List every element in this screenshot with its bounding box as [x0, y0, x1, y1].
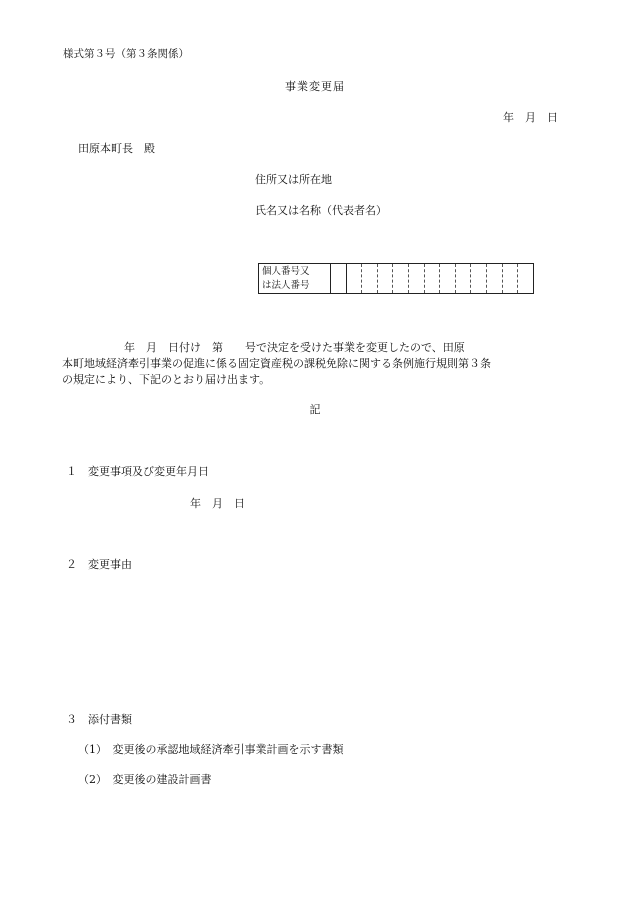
number-digit-cells[interactable] [331, 264, 533, 293]
change-date: 年 月 日 [190, 497, 245, 510]
digit-cell[interactable] [331, 264, 347, 293]
digit-cell[interactable] [393, 264, 409, 293]
ki-heading: 記 [309, 403, 321, 416]
number-box-label [259, 264, 331, 293]
digit-cell[interactable] [503, 264, 519, 293]
section-1-title: １ 変更事項及び変更年月日 [66, 465, 209, 478]
submission-date: 年 月 日 [503, 111, 558, 124]
digit-cell[interactable] [347, 264, 363, 293]
section-3-title: ３ 添付書類 [66, 713, 132, 726]
number-label-line-2: は法人番号 [262, 279, 310, 291]
body-line-1: 年 月 日付け 第 号で決定を受けた事業を変更したので、田原 [124, 341, 465, 354]
digit-cell[interactable] [440, 264, 456, 293]
digit-cell[interactable] [362, 264, 378, 293]
digit-cell[interactable] [378, 264, 394, 293]
body-line-2: 本町地域経済牽引事業の促進に係る固定資産税の課税免除に関する条例施行規則第３条 [62, 357, 491, 370]
section-2-title: ２ 変更事由 [66, 558, 132, 571]
digit-cell[interactable] [487, 264, 503, 293]
address-label: 住所又は所在地 [255, 173, 332, 186]
body-line-3: の規定により、下記のとおり届け出ます。 [62, 373, 271, 386]
digit-cell[interactable] [471, 264, 487, 293]
form-number: 様式第３号（第３条関係） [63, 48, 189, 60]
digit-cell[interactable] [425, 264, 441, 293]
digit-cell[interactable] [518, 264, 533, 293]
attachment-item-2: （2） 変更後の建設計画書 [78, 773, 212, 786]
digit-cell[interactable] [409, 264, 425, 293]
personal-corporate-number-box [258, 263, 534, 294]
digit-cell[interactable] [456, 264, 472, 293]
addressee: 田原本町長 殿 [78, 142, 155, 155]
attachment-item-1: （1） 変更後の承認地域経済牽引事業計画を示す書類 [78, 743, 344, 756]
document-title: 事業変更届 [285, 80, 345, 93]
number-label-line-1: 個人番号又 [262, 265, 310, 277]
name-label: 氏名又は名称（代表者名） [255, 204, 387, 217]
body-paragraph [62, 340, 564, 388]
